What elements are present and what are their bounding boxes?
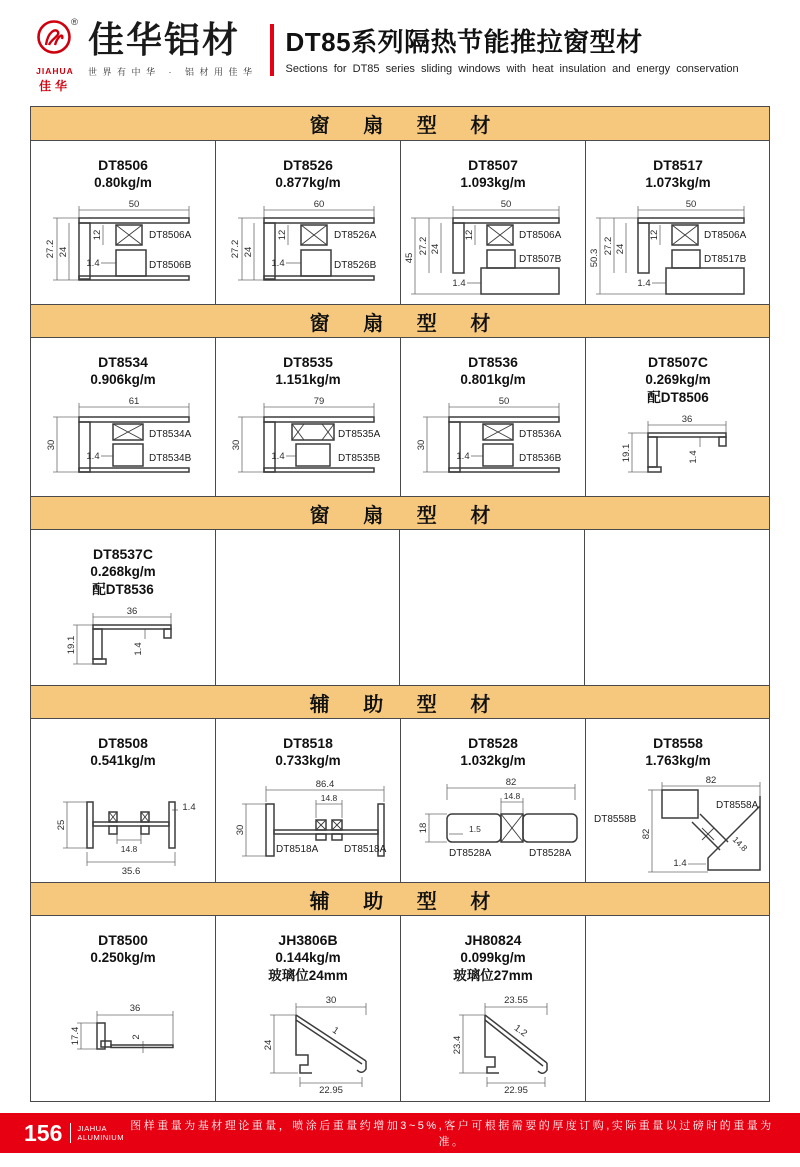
- dim-thickness: 1.4: [271, 451, 285, 462]
- profile-code: JH80824: [464, 932, 522, 948]
- part-label-b: DT8506B: [149, 260, 192, 271]
- section-title: 窗 扇 型 材: [309, 115, 505, 137]
- profile-code: JH3806B: [278, 932, 338, 948]
- dim-width: 79: [313, 396, 325, 407]
- part-label-b: DT8534B: [149, 453, 192, 464]
- profile-cell-dt8526: [216, 141, 401, 304]
- profile-code: DT8528: [468, 735, 518, 751]
- dimension-lines: [77, 1011, 173, 1053]
- part-label-a: DT8506A: [519, 230, 562, 241]
- profile-drawing: [216, 989, 400, 1097]
- footer-brand: [77, 1124, 124, 1142]
- dim-width: 60: [313, 199, 325, 210]
- profile-outline: [87, 802, 175, 848]
- section-header-1: [31, 107, 769, 141]
- profile-drawing: [586, 411, 770, 489]
- dim-label: 25: [56, 819, 67, 831]
- profile-outline: [447, 814, 577, 842]
- profile-cell-dt8506: [31, 141, 216, 304]
- profile-code: DT8517: [653, 157, 703, 173]
- profile-weight: 1.093kg/m: [460, 175, 526, 190]
- dimension-lines: [73, 613, 171, 664]
- profile-outline: [93, 625, 171, 664]
- profile-row-4: [31, 719, 769, 882]
- dim-inner: 14.8: [503, 791, 521, 801]
- dim-thickness: 1.4: [452, 278, 466, 289]
- part-label-a: DT8534A: [149, 429, 192, 440]
- dim-label: 27.2: [603, 236, 614, 256]
- profile-drawing: [31, 603, 215, 681]
- dim-label: 30: [416, 439, 427, 451]
- reg-mark: ®: [71, 18, 78, 28]
- profile-weight: 1.032kg/m: [460, 753, 526, 768]
- profile-weight: 1.073kg/m: [645, 175, 711, 190]
- dim-label: 23.4: [452, 1035, 463, 1055]
- profile-row-5: [31, 916, 769, 1101]
- profile-weight: 0.906kg/m: [90, 372, 156, 387]
- page-number: 156: [24, 1120, 63, 1146]
- dim-thickness: 1.4: [456, 451, 470, 462]
- series-title: DT85系列隔热节能推拉窗型材: [285, 27, 643, 57]
- profile-weight: 0.099kg/m: [460, 950, 526, 965]
- footer-divider: [70, 1123, 71, 1143]
- profile-cell-jh80824: [401, 916, 586, 1101]
- dim-label: 17.4: [70, 1026, 81, 1046]
- part-label-b: DT8536B: [519, 453, 562, 464]
- dim-thickness: 1.4: [637, 278, 651, 289]
- profile-weight: 1.151kg/m: [275, 372, 341, 387]
- part-label-a: DT8506A: [149, 230, 192, 241]
- dim-bottom: 22.95: [504, 1085, 528, 1096]
- section-header-4: [31, 685, 769, 719]
- dim-label: 24: [263, 1039, 274, 1051]
- footer-brand-top: JIAHUA: [77, 1124, 108, 1133]
- part-label-b: DT8507B: [519, 254, 562, 265]
- part-label-a: DT8528A: [449, 848, 492, 859]
- dim-label: 27.2: [418, 236, 429, 256]
- jiahua-emblem-icon: [32, 18, 78, 60]
- footer-bar: [0, 1113, 800, 1153]
- dim-thickness: 1.5: [469, 824, 481, 834]
- dim-width: 61: [128, 396, 140, 407]
- dim-label: 24: [243, 246, 254, 258]
- profile-outline: [648, 433, 726, 472]
- dim-label: 19.1: [66, 635, 77, 655]
- profile-weight: 0.541kg/m: [90, 753, 156, 768]
- part-label-a: DT8535A: [338, 429, 381, 440]
- part-label-b: DT8535B: [338, 453, 381, 464]
- profile-code: DT8500: [98, 932, 148, 948]
- profile-cell-dt8517: [586, 141, 770, 304]
- dim-label: 30: [46, 439, 57, 451]
- dim-label: 18: [418, 822, 429, 834]
- profile-weight: 0.801kg/m: [460, 372, 526, 387]
- company-slogan: 世界有中华 · 铝材用佳华: [88, 67, 258, 77]
- profile-drawing: [31, 971, 215, 1079]
- dim-label: 30: [235, 824, 246, 836]
- profile-weight: 0.733kg/m: [275, 753, 341, 768]
- dim-thickness: 1.4: [182, 802, 196, 813]
- profile-drawing: [216, 196, 400, 300]
- dim-label: 19.1: [621, 443, 632, 463]
- profile-code: DT8536: [468, 354, 518, 370]
- profile-cell-empty: [586, 916, 769, 1101]
- part-label-b: DT8528A: [529, 848, 572, 859]
- dim-label: 12: [649, 229, 660, 241]
- profile-weight: 0.250kg/m: [90, 950, 156, 965]
- dim-outer: 50.3: [589, 248, 600, 268]
- dim-width: 36: [126, 606, 138, 617]
- dim-thickness: 1.4: [688, 450, 699, 464]
- profile-weight: 0.268kg/m: [90, 564, 156, 579]
- profile-code: DT8518: [283, 735, 333, 751]
- dim-inner: 14.8: [730, 834, 750, 854]
- profile-drawing: [586, 196, 770, 300]
- dim-width: 86.4: [315, 779, 335, 790]
- profile-cell-dt8535: [216, 338, 401, 496]
- profile-note: 玻璃位24mm: [268, 968, 348, 983]
- profile-outline: [485, 1015, 547, 1073]
- section-header-3: [31, 496, 769, 530]
- profile-weight: 0.269kg/m: [645, 372, 711, 387]
- part-label-a: DT8506A: [704, 230, 747, 241]
- profile-cell-empty: [400, 530, 584, 685]
- part-label-a: DT8526A: [334, 230, 377, 241]
- profile-cell-dt8528: [401, 719, 586, 882]
- company-name-block: [88, 18, 258, 78]
- profile-cell-dt8536: [401, 338, 586, 496]
- profile-cell-dt8507c: [586, 338, 770, 496]
- dim-thickness: 1.2: [511, 1022, 530, 1040]
- series-subtitle: Sections for DT85 series sliding windows with heat insulation and energy conservation: [285, 63, 739, 75]
- dimension-lines: [648, 782, 760, 872]
- dim-thickness: 1.4: [86, 451, 100, 462]
- dim-width: 50: [500, 199, 512, 210]
- footer-note: 图样重量为基材理论重量，喷涂后重量约增加3~5%,客户可根据需要的厚度订购,实际重量以过磅时的重量为准。: [130, 1120, 774, 1148]
- profile-drawing: [401, 774, 585, 878]
- profile-cell-dt8508: [31, 719, 216, 882]
- profile-drawing: [401, 393, 585, 489]
- part-label-a: DT8518A: [276, 844, 319, 855]
- part-label-b: DT8518A: [344, 844, 387, 855]
- profile-note: 玻璃位27mm: [453, 968, 533, 983]
- dim-inner: 14.8: [120, 844, 138, 854]
- dim-label: 30: [231, 439, 242, 451]
- dim-width: 23.55: [504, 995, 528, 1006]
- dim-thickness: 2: [131, 1034, 142, 1040]
- dim-label: 12: [277, 229, 288, 241]
- profile-cell-dt8534: [31, 338, 216, 496]
- part-label-b: DT8558B: [594, 814, 637, 825]
- profile-outline: [296, 1015, 366, 1073]
- dim-width: 82: [705, 775, 717, 786]
- profile-row-3: [31, 530, 769, 685]
- profile-drawing: [401, 196, 585, 300]
- section-header-2: [31, 304, 769, 338]
- company-logo: [30, 18, 80, 94]
- profile-drawing: [586, 774, 770, 878]
- dim-thickness: 1.4: [271, 258, 285, 269]
- profile-drawing: [401, 989, 585, 1097]
- dimension-lines: [270, 1003, 366, 1087]
- dim-label: 24: [430, 243, 441, 255]
- profile-weight: 0.144kg/m: [275, 950, 341, 965]
- footer-brand-bottom: ALUMINIUM: [77, 1133, 124, 1142]
- section-header-5: [31, 882, 769, 916]
- dimension-lines: [459, 1003, 547, 1087]
- profile-cell-empty: [216, 530, 400, 685]
- dim-label: 12: [464, 229, 475, 241]
- dim-label: 82: [641, 828, 652, 840]
- section-title: 窗 扇 型 材: [309, 312, 505, 335]
- page-header: [0, 0, 800, 100]
- profile-note: 配DT8536: [92, 582, 154, 597]
- profile-code: DT8535: [283, 354, 333, 370]
- dim-thickness: 1.4: [86, 258, 100, 269]
- profile-drawing: [31, 393, 215, 489]
- profile-code: DT8534: [98, 354, 148, 370]
- logo-text-cn: 佳华: [38, 79, 71, 93]
- dimension-lines: [628, 421, 726, 472]
- series-title-block: [286, 22, 739, 75]
- dim-label: 12: [92, 229, 103, 241]
- profile-weight: 0.877kg/m: [275, 175, 341, 190]
- part-label-a: DT8558A: [716, 800, 759, 811]
- dim-width: 36: [681, 414, 693, 425]
- dim-label: 27.2: [230, 239, 241, 259]
- dim-width: 82: [505, 777, 517, 788]
- profile-cell-jh3806b: [216, 916, 401, 1101]
- part-label-a: DT8536A: [519, 429, 562, 440]
- profile-code: DT8526: [283, 157, 333, 173]
- profile-code: DT8508: [98, 735, 148, 751]
- profile-code: DT8507C: [648, 354, 708, 370]
- profile-code: DT8507: [468, 157, 518, 173]
- dim-bottom: 22.95: [319, 1085, 343, 1096]
- profile-cell-dt8558: [586, 719, 770, 882]
- dim-width: 36: [129, 1003, 141, 1014]
- profile-row-1: [31, 141, 769, 304]
- profile-code: DT8506: [98, 157, 148, 173]
- dim-thickness: 1: [330, 1024, 341, 1037]
- company-name: 佳华铝材: [88, 19, 241, 60]
- dim-width: 50: [498, 396, 510, 407]
- profile-cell-dt8500: [31, 916, 216, 1101]
- dim-width: 35.6: [121, 866, 141, 877]
- section-title: 辅 助 型 材: [309, 890, 505, 913]
- profile-code: DT8537C: [93, 546, 153, 562]
- part-label-b: DT8517B: [704, 254, 747, 265]
- section-title: 辅 助 型 材: [309, 693, 505, 716]
- dimension-lines: [63, 802, 178, 866]
- dim-width: 30: [325, 995, 337, 1006]
- dim-thickness: 1.4: [133, 642, 144, 656]
- dim-label: 24: [58, 246, 69, 258]
- dim-label: 27.2: [45, 239, 56, 259]
- profile-drawing: [216, 774, 400, 878]
- catalog-table: [30, 106, 770, 1102]
- profile-note: 配DT8506: [647, 390, 709, 405]
- profile-drawing: [31, 774, 215, 878]
- dim-inner: 14.8: [320, 793, 338, 803]
- profile-cell-dt8507: [401, 141, 586, 304]
- profile-weight: 1.763kg/m: [645, 753, 711, 768]
- profile-code: DT8558: [653, 735, 703, 751]
- dim-outer: 45: [404, 252, 415, 264]
- header-divider: [270, 24, 274, 76]
- dim-width: 50: [685, 199, 697, 210]
- profile-drawing: [31, 196, 215, 300]
- dim-label: 24: [615, 243, 626, 255]
- dim-width: 50: [128, 199, 140, 210]
- profile-cell-dt8518: [216, 719, 401, 882]
- part-label-b: DT8526B: [334, 260, 377, 271]
- profile-cell-dt8537c: [31, 530, 216, 685]
- profile-weight: 0.80kg/m: [94, 175, 152, 190]
- logo-text-en: JIAHUA: [36, 66, 74, 76]
- section-title: 窗 扇 型 材: [309, 504, 505, 527]
- profile-cell-empty: [585, 530, 769, 685]
- dim-thickness: 1.4: [673, 858, 687, 869]
- profile-drawing: [216, 393, 400, 489]
- profile-row-2: [31, 338, 769, 496]
